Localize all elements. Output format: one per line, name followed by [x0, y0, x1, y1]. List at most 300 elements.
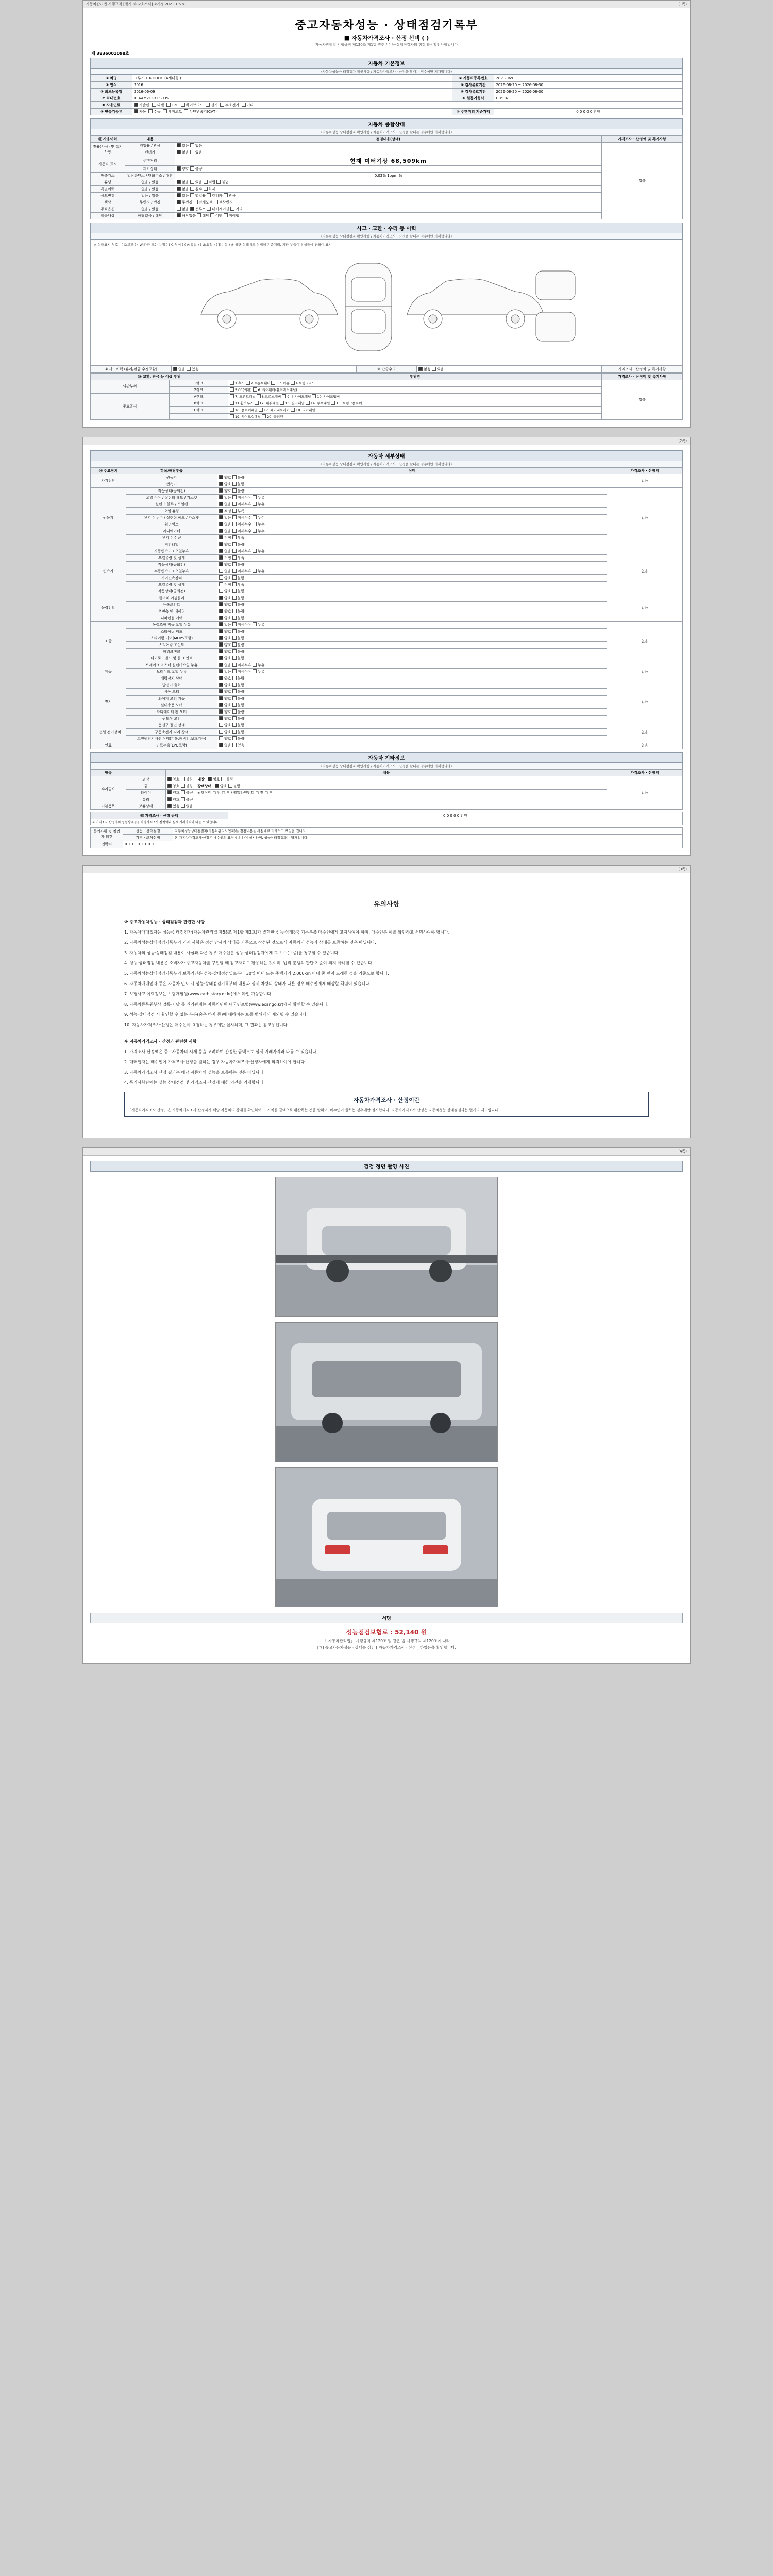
- notice-item: 4. 특기사항란에는 성능·상태점검 및 가격조사·산정에 대한 의견을 기재합니다.: [124, 1080, 265, 1086]
- simple-repair-label: ② 단순수리: [357, 366, 417, 372]
- table-row: [91, 366, 683, 372]
- overall-note: 없음: [602, 143, 683, 219]
- detail-item: 동력조향 작동 오일 누유: [126, 621, 217, 628]
- page-3-topbar: [83, 866, 690, 873]
- other-state[interactable]: 양호 불량 광택상태 양호 불량: [166, 783, 607, 789]
- photos-band: 검검 정면 촬영 사진: [90, 1161, 683, 1172]
- detail-state[interactable]: 양호 불량: [217, 735, 607, 742]
- table-row: [91, 682, 683, 688]
- detail-item: 실내송풍 모터: [126, 702, 217, 708]
- option-electric[interactable]: 전기: [206, 103, 218, 107]
- notice-title: 유의사항: [373, 900, 400, 908]
- detail-state[interactable]: 적정 부족: [217, 554, 607, 561]
- other-band-note: (자동차성능·상태점검자 확인사항 / 자동차가격조사 · 산정을 할때는 점수에만 기재합니다): [90, 763, 683, 769]
- overall-band: 자동차 종합상태: [90, 118, 683, 129]
- detail-state[interactable]: 없음 미세누유 누유: [217, 621, 607, 628]
- table-row: [91, 819, 683, 825]
- detail-item: 배력장치 상태: [126, 675, 217, 682]
- sheet-page-2: [82, 437, 691, 856]
- parts-note: 없음: [602, 380, 683, 419]
- table-row: [91, 812, 683, 819]
- table-row: [91, 702, 683, 708]
- table-row: [91, 149, 683, 156]
- detail-note: 없음: [607, 742, 683, 749]
- table-row: [91, 776, 683, 783]
- detail-item: 원동기: [126, 474, 217, 481]
- table-row: [91, 400, 683, 406]
- table-row: [91, 641, 683, 648]
- detail-state[interactable]: 양호 불량: [217, 708, 607, 715]
- detail-item: 스티어링 기어(MDPS포함): [126, 635, 217, 641]
- table-row: [91, 380, 683, 386]
- detail-note: 없음: [607, 595, 683, 621]
- table-row: [91, 588, 683, 595]
- notice-item: 10. 자동차가격조사·산정은 매수인이 요청하는 경우에만 실시하며, 그 결과는 참고용입니다.: [124, 1023, 289, 1028]
- table-row: [91, 156, 683, 166]
- option-lpg[interactable]: LPG: [166, 103, 179, 107]
- notice-item: 6. 자동차매매업자 등은 자동차 인도 시 성능·상태점검기록부의 내용과 실제 차량의 상태가 다른 경우 매수인에게 배상할 책임이 있습니다.: [124, 981, 371, 987]
- table-row: [91, 143, 683, 149]
- diagram-legend: ※ 상태표시 부호 : ( X:교환 ) ( W:판금 또는 용접 ) ( C:부식 ) ( A:흠집 ) ( U:요철 ) ( T:손상 ) ※ 하단 상태에도 상세히 기준거리, 기타 부품이나 상태에 관하여 표시: [94, 243, 332, 247]
- table-row: [91, 695, 683, 702]
- opinion-table: [90, 827, 683, 848]
- table-row: [91, 735, 683, 742]
- sheet-page-4: [82, 1147, 691, 1664]
- detail-state[interactable]: 양호 불량: [217, 688, 607, 695]
- parts-group: 주요골격: [91, 393, 170, 419]
- row-value: 2026-08-20 ~ 2026-08-30: [494, 82, 683, 89]
- parts-rank: B랭크: [169, 400, 228, 406]
- row-content: 주행거리: [125, 156, 175, 166]
- row-state[interactable]: 양호 불량: [175, 166, 602, 173]
- other-state[interactable]: 양호 불량: [166, 796, 607, 803]
- table-row: [91, 173, 683, 179]
- table-row: [91, 166, 683, 173]
- notice-section-2-title: ※ 자동차가격조사 · 산정과 관련한 사항: [124, 1039, 197, 1044]
- detail-col-note: 가격조사 · 산정액: [607, 467, 683, 474]
- detail-item: 냉각수 누수 / 실린더 헤드 / 가스켓: [126, 514, 217, 521]
- table-row: [91, 789, 683, 796]
- other-band: 자동차 기타정보: [90, 752, 683, 763]
- table-row: [91, 75, 683, 82]
- row-content: 렌터카: [125, 149, 175, 156]
- table-row: [91, 481, 683, 487]
- detail-group: 원동기: [91, 487, 126, 548]
- row-label: 자동차 표시: [91, 156, 125, 173]
- row-value: 2016-06-09: [132, 89, 452, 95]
- row-value: F16D4: [494, 95, 683, 102]
- row-label: ⑥ 검사유효기간: [452, 89, 494, 95]
- page-number-4: (4쪽): [678, 1149, 687, 1154]
- detail-state[interactable]: 없음 미세누유 누유: [217, 548, 607, 554]
- detail-state[interactable]: 양호 불량: [217, 487, 607, 494]
- detail-state[interactable]: 양호 불량: [217, 615, 607, 621]
- parts-items[interactable]: 1.후드 2.프론트휀더 3.도어류 4.트렁크리드: [228, 380, 601, 386]
- detail-state[interactable]: 적정 부족: [217, 534, 607, 541]
- detail-state[interactable]: 양호 불량: [217, 595, 607, 601]
- detail-state[interactable]: 양호 불량: [217, 715, 607, 722]
- table-row: [91, 102, 683, 109]
- row-label: 리콜대상: [91, 213, 125, 219]
- detail-item: 오일 유량: [126, 507, 217, 514]
- detail-item: 발전기 출력: [126, 682, 217, 688]
- table-row: [91, 507, 683, 514]
- table-row: [91, 393, 683, 400]
- row-content: 영업용 / 관용: [125, 143, 175, 149]
- table-row: [91, 548, 683, 554]
- row-state[interactable]: 무변경 전체도색 색상변경: [175, 199, 602, 206]
- other-col-sub: [126, 769, 166, 776]
- row-state[interactable]: 없음 있음 적법 불법: [175, 179, 602, 186]
- table-row: [91, 501, 683, 507]
- table-row: [91, 841, 683, 848]
- detail-item: 연료누출(LPG포함): [126, 742, 217, 749]
- notice-item: 8. 자동차등록원부상 압류·저당 등 권리관계는 자동차민원 대국민포털(www.ecar.go.kr)에서 확인할 수 있습니다.: [124, 1002, 329, 1007]
- detail-note: 없음: [607, 548, 683, 595]
- table-row: [91, 662, 683, 668]
- phone-label: 연락처: [91, 841, 123, 848]
- opinion-row-value: 자동차성능상태점검자(자동차관리사업자)는 점검내용을 사실대로 기재하고 책임을 집니다.: [173, 827, 683, 834]
- parts-col-names: 부위명: [228, 373, 601, 380]
- detail-state[interactable]: 없음 미세누수 누수: [217, 528, 607, 534]
- detail-state[interactable]: 없음 있음: [217, 742, 607, 749]
- detail-item: 브레이크 마스터 실린더오일 누유: [126, 662, 217, 668]
- detail-group: 전기: [91, 682, 126, 722]
- other-state[interactable]: 양호 불량 내장 양호 불량: [166, 776, 607, 783]
- detail-state[interactable]: 양호 불량: [217, 702, 607, 708]
- accident-note-label: 가격조사 · 산정액 및 특기사항: [602, 366, 683, 372]
- notice-item: 2. 자동차성능상태점검기록부의 기재 사항은 점검 당시의 상태를 기준으로 작성된 것으로서 자동차의 성능과 상태를 보증하는 것은 아닙니다.: [124, 940, 376, 945]
- car-diagram-svg: [191, 253, 582, 361]
- table-row: [91, 668, 683, 675]
- col-state: 점검내용(상태): [175, 136, 602, 143]
- table-row: [91, 193, 683, 199]
- photo-rear-view-svg: [276, 1468, 497, 1607]
- opinion-label: 특기사항 및 점검자 의견: [91, 827, 123, 841]
- detail-item: 라디에이터 팬 모터: [126, 708, 217, 715]
- detail-table: [90, 467, 683, 749]
- detail-state[interactable]: 양호 불량: [217, 675, 607, 682]
- disclaimer-box: [124, 1092, 649, 1116]
- detail-state[interactable]: 없음 미세누수 누수: [217, 514, 607, 521]
- parts-items[interactable]: 7. 프론트패널 8.크로스멤버 9. 인사이드패널 10. 사이드멤버: [228, 393, 601, 400]
- detail-state[interactable]: 양호 불량: [217, 722, 607, 728]
- detail-note: 없음: [607, 487, 683, 548]
- row-state[interactable]: 없음 있음: [175, 149, 602, 156]
- detail-state[interactable]: 양호 불량: [217, 695, 607, 702]
- simple-repair-value[interactable]: 없음 있음: [417, 366, 602, 372]
- table-row: [91, 206, 683, 213]
- row-label: ③ 연식: [91, 82, 132, 89]
- option-auto[interactable]: 자동: [134, 110, 146, 114]
- row-state[interactable]: 없음 썬루프 내비게이션 기타: [175, 206, 602, 213]
- table-row: [91, 514, 683, 521]
- col-note: 가격조사 · 산정액 및 특기사항: [602, 136, 683, 143]
- detail-group: 동력전달: [91, 595, 126, 621]
- detail-note: 없음: [607, 621, 683, 662]
- other-item: 유리: [126, 796, 166, 803]
- detail-state[interactable]: 양호 불량: [217, 655, 607, 662]
- table-row: [91, 474, 683, 481]
- sheet-page-3: [82, 865, 691, 1138]
- detail-col-group: ⑭ 주요장치: [91, 467, 126, 474]
- other-state[interactable]: 양호 불량 광택상태 □ 전 □ 후 / 휠얼라인먼트 □ 전 □ 후: [166, 789, 607, 796]
- basic-info-band-note: (자동차성능·상태점검자 확인사항 / 자동차가격조사 · 산정을 할때는 점수에만 기재합니다): [90, 69, 683, 75]
- detail-item: 파워크랭크: [126, 648, 217, 655]
- notice-item: 4. 성능·상태점검 내용은 소비자가 중고자동차를 구입할 때 참고자료로 활용하는 것이며, 법적 분쟁의 판단 기준이 되지 아니할 수 있습니다.: [124, 961, 374, 966]
- detail-state[interactable]: 양호 불량: [217, 561, 607, 568]
- overall-table: [90, 135, 683, 219]
- other-item: 외장: [126, 776, 166, 783]
- row-label: 배출가스: [91, 173, 125, 179]
- detail-state[interactable]: 양호 불량: [217, 588, 607, 595]
- footer-line-2: [ㄱ] 중고자동차성능 · 상태를 점검 [ 자동차가격조사 · 산정 ] 하였음을 확인합니다.: [317, 1645, 456, 1650]
- option-cvt[interactable]: 무단변속기(CVT): [184, 110, 216, 114]
- table-row: [91, 95, 683, 102]
- table-row: [91, 487, 683, 494]
- table-row: [91, 615, 683, 621]
- detail-state[interactable]: 양호 불량: [217, 628, 607, 635]
- parts-items[interactable]: 16. 플로어패널 17. 패키지트레이 18. 리어패널: [228, 406, 601, 413]
- footer-text: [90, 1638, 683, 1656]
- notice-item: 2. 매매업자는 매수인이 가격조사·산정을 원하는 경우 자동차가격조사·산정자에게 의뢰하여야 합니다.: [124, 1060, 306, 1065]
- basic-info-band: 자동차 기본정보: [90, 58, 683, 69]
- detail-state[interactable]: 양호 불량: [217, 635, 607, 641]
- row-label: ④ 검사유효기간: [452, 82, 494, 89]
- detail-group: 제동: [91, 662, 126, 682]
- page-subtitle: ■ 자동차가격조사 · 산정 선택 ( ): [344, 35, 429, 41]
- detail-state[interactable]: 양호 불량: [217, 648, 607, 655]
- detail-item: 작동상태(공회전): [126, 588, 217, 595]
- detail-item: 와이퍼 모터 기능: [126, 695, 217, 702]
- parts-items[interactable]: 19. 사이드실패널 20. 쿨러팬: [228, 413, 601, 419]
- car-diagram-group: [94, 250, 679, 362]
- detail-group: 자기진단: [91, 474, 126, 487]
- form-reference-note: 자동차관리법 시행규칙 [별지 제82호서식] <개정 2021.1.5.>: [86, 2, 186, 6]
- row-content: 없음 / 있음: [125, 193, 175, 199]
- detail-item: 브레이크 오일 누유: [126, 668, 217, 675]
- row-label: 특별이력: [91, 186, 125, 193]
- detail-item: 오일 누유 / 실린더 헤드 / 가스켓: [126, 494, 217, 501]
- table-row: [91, 628, 683, 635]
- inspection-photo: [275, 1177, 498, 1317]
- row-content: 해당없음 / 해당: [125, 213, 175, 219]
- option-hybrid[interactable]: 하이브리드: [181, 103, 204, 107]
- option-semiauto[interactable]: 세미오토: [163, 110, 182, 114]
- detail-note: 없음: [607, 682, 683, 722]
- table-row: [91, 601, 683, 608]
- price-label: ⑩ 주행거리 기준가액: [452, 109, 494, 115]
- table-row: [91, 386, 683, 393]
- row-label: ⑤ 최초등록일: [91, 89, 132, 95]
- option-etc[interactable]: 기타: [242, 103, 254, 107]
- detail-band: 자동차 세부상태: [90, 450, 683, 461]
- parts-rank: A랭크: [169, 393, 228, 400]
- detail-item: 작동상태(공회전): [126, 487, 217, 494]
- detail-group: 고전원 전기장치: [91, 722, 126, 742]
- row-label: ② 자동차등록번호: [452, 75, 494, 82]
- transmission-options: [132, 109, 452, 115]
- table-row: [91, 827, 683, 834]
- row-state[interactable]: 없음 영업용 렌터카 관용: [175, 193, 602, 199]
- detail-item: 디퍼렌셜 기어: [126, 615, 217, 621]
- table-row: [91, 89, 683, 95]
- row-label: ⑥ 원동기형식: [452, 95, 494, 102]
- page-subtitle-note: 자동차관리법 시행규칙 제120조 제1항 관련 / 성능·상태점검자의 점검내용 확인사항입니다: [315, 43, 458, 47]
- detail-item: 추진축 및 베어링: [126, 608, 217, 615]
- parts-rank: 2랭크: [169, 386, 228, 393]
- notice-item: 1. 자동차매매업자는 성능·상태점검자(자동차관리법 제58조 제1항 제3호)가 발행한 성능·상태점검기록부를 매수인에게 고지하여야 하며, 매수인은 이를 확인하고 서명하여야 합니다.: [124, 930, 450, 935]
- table-row: [91, 109, 683, 115]
- phone-value: 0 1 1 - 0 1 1 0 0: [123, 841, 683, 848]
- row-content: 없음 / 있음: [125, 206, 175, 213]
- detail-band-note: (자동차성능·상태점검자 확인사항 / 자동차가격조사 · 산정을 할때는 점수에만 기재합니다): [90, 461, 683, 467]
- other-state[interactable]: 있음 없음: [166, 803, 607, 809]
- overall-band-note: (자동차성능·상태점검자 확인사항 / 자동차가격조사 · 산정을 할때는 점수에만 기재합니다): [90, 129, 683, 135]
- row-value: 2016: [132, 82, 452, 89]
- table-row: [91, 521, 683, 528]
- notice-section-1-title: ※ 중고자동차성능 · 상태점검과 관련한 사항: [124, 920, 205, 925]
- table-header-row: [91, 373, 683, 380]
- detail-item: 시동 모터: [126, 688, 217, 695]
- table-row: [91, 796, 683, 803]
- detail-item: 자동변속기 / 오일누유: [126, 548, 217, 554]
- option-hydrogen[interactable]: 수소전기: [220, 103, 239, 107]
- row-label: 튜닝: [91, 179, 125, 186]
- row-content: 계기상태: [125, 166, 175, 173]
- opinion-row-label: 가격 · 조사산정: [123, 834, 173, 841]
- row-content: 없음 / 있음: [125, 186, 175, 193]
- detail-item: 고전원전기배선 상태(피복,커넥터,보호기구): [126, 735, 217, 742]
- table-row: [91, 595, 683, 601]
- notice-item: 3. 자동차가격조사·산정 결과는 해당 자동차의 성능을 보증하는 것은 아닙니다.: [124, 1070, 265, 1075]
- accident-value[interactable]: 없음 있음: [172, 366, 357, 372]
- row-value: 크루즈 1.6 DOHC (4세대형 ): [132, 75, 452, 82]
- detail-state[interactable]: 양호 불량: [217, 574, 607, 581]
- detail-item: 작동상태(공회전): [126, 561, 217, 568]
- detail-state[interactable]: 없음 미세누유 누유: [217, 668, 607, 675]
- other-item: 휠: [126, 783, 166, 789]
- detail-state[interactable]: 없음 미세누유 누유: [217, 568, 607, 574]
- detail-state[interactable]: 적정 부족: [217, 507, 607, 514]
- other-group: 수리필요: [91, 776, 126, 803]
- option-diesel[interactable]: 디젤: [152, 103, 164, 107]
- detail-state[interactable]: 없음 미세누유 누유: [217, 501, 607, 507]
- detail-state[interactable]: 양호 불량: [217, 682, 607, 688]
- other-note: 없음: [607, 776, 683, 809]
- detail-state[interactable]: 양호 불량: [217, 481, 607, 487]
- summary-value: 0 0 0 0 0 만원: [228, 812, 683, 819]
- other-table: [90, 769, 683, 810]
- parts-items[interactable]: 11.휠하우스 12. 대쉬패널 13. 필러패널 14. 루프패널 15. 트렁크플로어: [228, 400, 601, 406]
- table-row: [91, 648, 683, 655]
- table-row: [91, 554, 683, 561]
- emission-value: 0.02% 1ppm %: [175, 173, 602, 179]
- option-manual[interactable]: 수동: [148, 110, 161, 114]
- disclaimer-title: 자동차가격조사 · 산정이란: [353, 1097, 420, 1104]
- page-number-1: (1쪽): [678, 2, 687, 6]
- document-number-value: 3836001098호: [96, 51, 129, 56]
- fuel-label: ⑧ 사용연료: [91, 102, 132, 109]
- row-value: KLAAM2CGKGS0351: [132, 95, 452, 102]
- parts-items[interactable]: 5.0C(외판) 6. 리어휀더(휀더쿼터패널): [228, 386, 601, 393]
- document-number: [91, 50, 683, 56]
- detail-state[interactable]: 양호 불량: [217, 474, 607, 481]
- table-row: [91, 655, 683, 662]
- accident-history-table: [90, 366, 683, 373]
- detail-state[interactable]: 양호 불량: [217, 728, 607, 735]
- page-2-topbar: [83, 437, 690, 445]
- table-row: [91, 574, 683, 581]
- row-state[interactable]: 없음 있음: [175, 143, 602, 149]
- detail-state[interactable]: 양호 불량: [217, 541, 607, 548]
- detail-item: 충전구 절연 상태: [126, 722, 217, 728]
- table-row: [91, 199, 683, 206]
- row-content: 무변경 / 변경: [125, 199, 175, 206]
- detail-state[interactable]: 없음 미세누유 누유: [217, 662, 607, 668]
- detail-item: 오일유량 및 상태: [126, 554, 217, 561]
- parts-table: [90, 373, 683, 420]
- parts-col-note: 가격조사 · 산정액 및 특기사항: [602, 373, 683, 380]
- row-state[interactable]: 없음 침수 화재: [175, 186, 602, 193]
- row-label: ① 차명: [91, 75, 132, 82]
- detail-item: 워터펌프: [126, 521, 217, 528]
- accident-label: ① 사고이력 (유리/판금 수정포함): [91, 366, 172, 372]
- detail-state[interactable]: 적정 부족: [217, 581, 607, 588]
- detail-item: 수동변속기 / 오일누유: [126, 568, 217, 574]
- photo-underbody-front-svg: [276, 1177, 497, 1316]
- table-row: [91, 82, 683, 89]
- table-row: [91, 742, 683, 749]
- detail-note: 없음: [607, 722, 683, 742]
- fuel-options: [132, 102, 683, 109]
- col-content: 내용: [125, 136, 175, 143]
- notice-item: 7. 보험사고 이력정보는 보험개발원(www.carhistory.or.kr)에서 확인 가능합니다.: [124, 992, 273, 997]
- summary-table: [90, 812, 683, 825]
- table-row: [91, 406, 683, 413]
- footer-line-1: 「 자동차관리법」 시행규칙 제120조 및 같은 법 시행규칙 제120조에 따라: [323, 1638, 450, 1643]
- detail-state[interactable]: 양호 불량: [217, 641, 607, 648]
- detail-state[interactable]: 양호 불량: [217, 608, 607, 615]
- row-state[interactable]: 해당없음 해당 이행 미이행: [175, 213, 602, 219]
- detail-item: 실린더 블록 / 오일팬: [126, 501, 217, 507]
- notice-item: 1. 가격조사·산정액은 중고자동차의 시세 등을 고려하여 산정한 금액으로 실제 거래가격과 다를 수 있습니다.: [124, 1049, 318, 1055]
- page-1-topbar: [83, 1, 690, 8]
- option-gasoline[interactable]: 가솔린: [134, 103, 149, 107]
- row-label: 색상: [91, 199, 125, 206]
- signature-label: 서명: [90, 1613, 683, 1623]
- table-row: [91, 186, 683, 193]
- table-row: [91, 715, 683, 722]
- summary-note: ※ 가격조사·산정자의 성능상태점검 차량가격조사·산정액과 실제 거래가격이 다를 수 있습니다.: [91, 819, 683, 825]
- row-label: ⑦ 차대번호: [91, 95, 132, 102]
- detail-item: 타이로드엔드 및 볼 조인트: [126, 655, 217, 662]
- table-row: [91, 783, 683, 789]
- detail-col-state: 상태: [217, 467, 607, 474]
- detail-state[interactable]: 없음 미세누유 누유: [217, 494, 607, 501]
- detail-item: 스티어링 펌프: [126, 628, 217, 635]
- photo-underbody-lift-svg: [276, 1323, 497, 1462]
- table-row: [91, 621, 683, 628]
- table-row: [91, 561, 683, 568]
- opinion-row-value: 본 자동차가격조사·산정은 매수인의 요청에 의하여 실시하며, 성능상태점검과는 별개입니다.: [173, 834, 683, 841]
- detail-state[interactable]: 없음 미세누수 누수: [217, 521, 607, 528]
- detail-item: 변속기: [126, 481, 217, 487]
- detail-state[interactable]: 양호 불량: [217, 601, 607, 608]
- photo-grid: [90, 1172, 683, 1613]
- detail-item: 냉각수 수량: [126, 534, 217, 541]
- parts-col-group: ⑬ 교환, 판금 등 이상 부위: [91, 373, 228, 380]
